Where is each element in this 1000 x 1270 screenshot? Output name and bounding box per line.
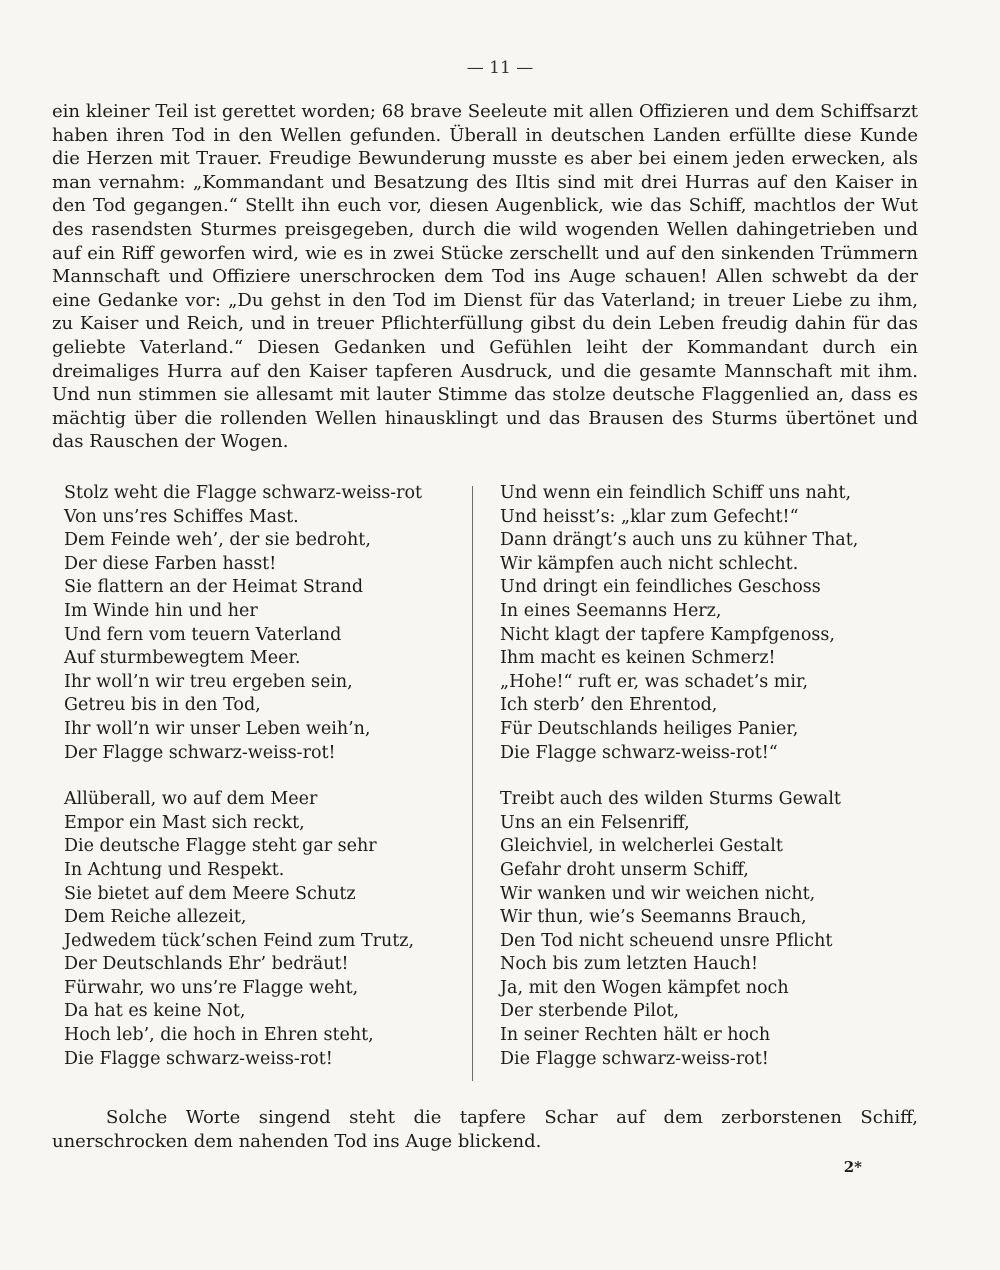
poem-line: Von uns’res Schiffes Mast. <box>64 506 299 527</box>
poem-line: Ihm macht es keinen Schmerz! <box>500 648 776 669</box>
poem-line: Stolz weht die Flagge schwarz-weiss-rot <box>64 483 423 503</box>
poem-line: Gefahr droht unserm Schiff, <box>500 859 749 880</box>
poem-line: Der Deutschlands Ehr’ bedräut! <box>64 954 349 975</box>
poem-line: Ihr woll’n wir treu ergeben sein, <box>64 671 353 692</box>
poem-line: Wir kämpfen auch nicht schlecht. <box>500 553 799 574</box>
poem-line: In seiner Rechten hält er hoch <box>500 1025 771 1046</box>
poem-line: Und dringt ein feindliches Geschoss <box>500 577 821 598</box>
poem-line: Und heisst’s: „klar zum Gefecht!“ <box>500 506 799 527</box>
poem-line: Ja, mit den Wogen kämpfet noch <box>500 977 789 998</box>
poem-line: Die Flagge schwarz-weiss-rot! <box>64 1048 333 1069</box>
poem-line: Treibt auch des wilden Sturms Gewalt <box>500 789 841 810</box>
poem-line: Der Flagge schwarz-weiss-rot! <box>64 742 336 763</box>
poem-line: Und wenn ein feindlich Schiff uns naht, <box>500 483 852 503</box>
poem-line: Im Winde hin und her <box>64 600 258 621</box>
poem-line: Den Tod nicht scheuend unsre Pflicht <box>500 930 833 951</box>
poem-line: Sie bietet auf dem Meere Schutz <box>64 883 356 904</box>
poem-line: Auf sturmbewegtem Meer. <box>64 648 301 669</box>
poem-line: „Hohe!“ ruft er, was schadet’s mir, <box>500 671 809 692</box>
signature-mark: 2* <box>843 1158 862 1176</box>
intro-paragraph: ein kleiner Teil ist gerettet worden; 68 brave Seeleute mit allen Offizieren und dem Schiffsarzt haben ihren Tod in den Wellen gefunden. Überall in deutschen Landen erfüllte diese Kunde die Herzen mit Trauer. Freudige Bewunderung musste es aber bei einem jeden erwecken, als man vernahm: „Kommandant und Besatzung des Iltis sind mit drei Hurras auf den Kaiser in den Tod gegangen.“ Stellt ihn euch vor, diesen Augenblick, wie das Schiff, machtlos der Wut des rasendsten Sturmes preisgegeben, durch die wild wogenden Wellen dahingetrieben und auf ein Riff geworfen wird, wie es in zwei Stücke zerschellt und auf den sinkenden Trümmern Mannschaft und Offiziere unerschrocken dem Tod ins Auge schauen! Allen schwebt da der eine Gedanke vor: „Du gehst in den Tod im Dienst für das Vaterland; in treuer Liebe zu ihm, zu Kaiser und Reich, und in treuer Pflichterfüllung gibst du dein Leben freudig dahin für das geliebte Vaterland.“ Diesen Gedanken und Gefühlen leiht der Kommandant durch ein dreimaliges Hurra auf den Kaiser tapferen Ausdruck, und die gesamte Mannschaft mit ihm. Und nun stimmen sie allesamt mit lauter Stimme das stolze deutsche Flaggenlied an, dass es mächtig über die rollenden Wellen hinausklingt und das Brausen des Sturms übertönet und das Rauschen der Wogen. <box>52 101 918 453</box>
poem-line: Nicht klagt der tapfere Kampfgenoss, <box>500 624 835 645</box>
poem-line: Allüberall, wo auf dem Meer <box>64 789 318 810</box>
poem-line: In eines Seemanns Herz, <box>500 600 722 621</box>
flag-song-poem <box>52 482 918 1082</box>
poem-right-column <box>500 482 920 1071</box>
poem-line: Gleichviel, in welcherlei Gestalt <box>500 836 783 857</box>
poem-stanza <box>64 788 464 1071</box>
poem-line: Hoch leb’, die hoch in Ehren steht, <box>64 1025 374 1046</box>
poem-line: Ihr woll’n wir unser Leben weih’n, <box>64 718 371 739</box>
poem-stanza <box>500 788 920 1071</box>
poem-line: Dem Reiche allezeit, <box>64 907 247 928</box>
poem-line: Ich sterb’ den Ehrentod, <box>500 695 718 716</box>
poem-line: Wir thun, wie’s Seemanns Brauch, <box>500 907 807 928</box>
poem-line: Jedwedem tück’schen Feind zum Trutz, <box>64 930 415 951</box>
poem-line: Noch bis zum letzten Hauch! <box>500 954 758 975</box>
poem-line: Der sterbende Pilot, <box>500 1001 680 1022</box>
poem-line: Dann drängt’s auch uns zu kühner That, <box>500 530 859 551</box>
poem-line: Die Flagge schwarz-weiss-rot! <box>500 1048 769 1069</box>
poem-line: Die deutsche Flagge steht gar sehr <box>64 836 377 857</box>
poem-stanza <box>64 482 464 765</box>
closing-paragraph: Solche Worte singend steht die tapfere Schar auf dem zerborstenen Schiff, unerschrocken dem nahenden Tod ins Auge blickend. <box>52 1107 918 1152</box>
poem-line: Wir wanken und wir weichen nicht, <box>500 883 816 904</box>
poem-line: Der diese Farben hasst! <box>64 553 277 574</box>
poem-line: In Achtung und Respekt. <box>64 859 285 880</box>
poem-left-column <box>64 482 464 1071</box>
poem-line: Für Deutschlands heiliges Panier, <box>500 718 799 739</box>
poem-stanza <box>500 482 920 765</box>
column-divider <box>472 486 473 1081</box>
poem-line: Und fern vom teuern Vaterland <box>64 624 342 645</box>
page-number: — 11 — <box>466 58 534 78</box>
poem-line: Da hat es keine Not, <box>64 1001 246 1022</box>
poem-line: Dem Feinde weh’, der sie bedroht, <box>64 530 371 551</box>
poem-line: Sie flattern an der Heimat Strand <box>64 577 364 598</box>
poem-line: Fürwahr, wo uns’re Flagge weht, <box>64 977 359 998</box>
poem-line: Getreu bis in den Tod, <box>64 695 261 716</box>
poem-line: Die Flagge schwarz-weiss-rot!“ <box>500 742 778 763</box>
poem-line: Empor ein Mast sich reckt, <box>64 812 305 833</box>
poem-line: Uns an ein Felsenriff, <box>500 812 690 833</box>
